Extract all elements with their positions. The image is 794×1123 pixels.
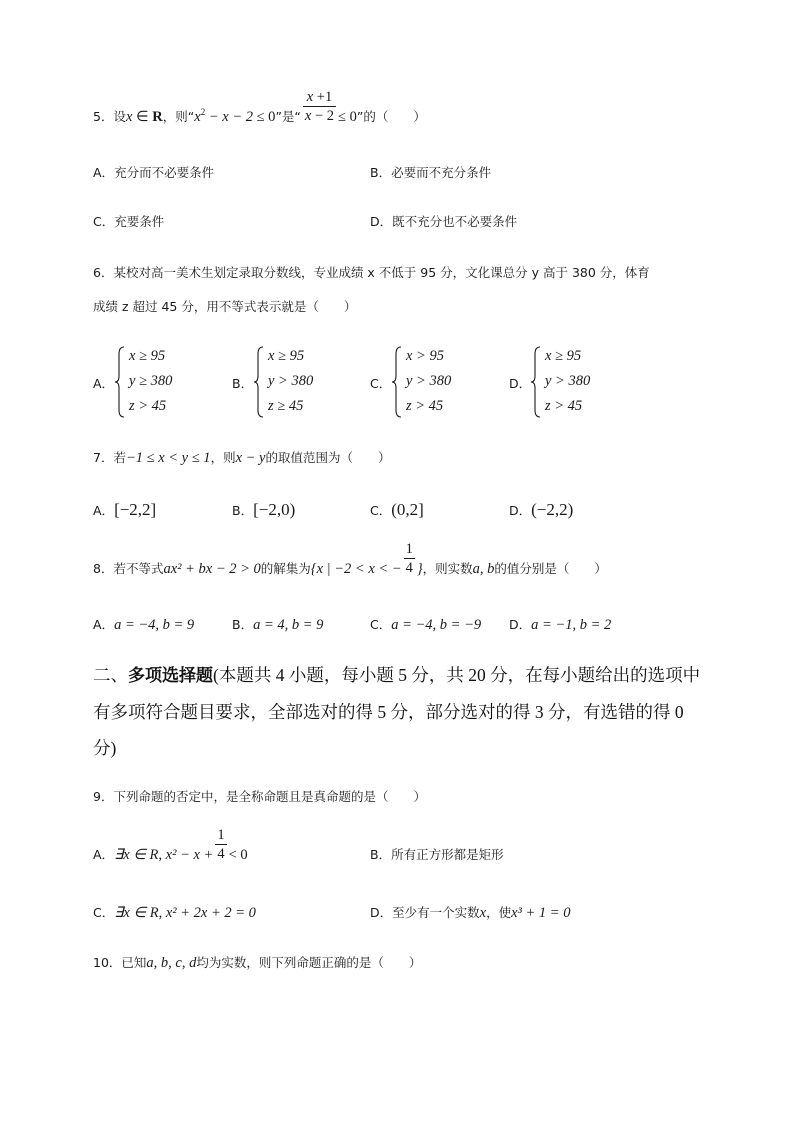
question-number: 5． [93, 109, 114, 124]
option-b[interactable]: B．所有正方形都是矩形 [370, 847, 504, 862]
option-a[interactable]: A．[−2,2] [93, 500, 157, 519]
math-expr: ax² + bx − 2 > 0 [163, 561, 261, 577]
option-c[interactable]: C．∃x ∈ R, x² + 2x + 2 = 0 [93, 905, 256, 921]
option-label: A． [93, 376, 115, 391]
option-label: C． [370, 376, 392, 391]
inequality-row: z > 45 [545, 398, 583, 414]
question-5-stem [93, 88, 426, 125]
math-expr: x − y [235, 450, 266, 466]
option-a[interactable]: A．a = −4, b = 9 [93, 617, 195, 633]
section-number: 二、 [93, 665, 128, 685]
option-d[interactable]: D．(−2,2) [509, 500, 574, 519]
math-expr: ∃x ∈ R, x² − x + [114, 847, 214, 863]
left-brace-icon [392, 346, 402, 418]
inequality-row: y ≥ 380 [129, 373, 173, 389]
option-a[interactable]: A．∃x ∈ R, x² − x + $\frac{1}{4}$ < 0 [93, 826, 248, 863]
stem-text: ”的（ ） [356, 109, 426, 124]
fraction: $\frac{1}{4}$ [405, 540, 413, 576]
left-brace-icon [531, 346, 541, 418]
left-brace-icon [254, 346, 264, 418]
math-expr: ≤ 0 [338, 109, 357, 125]
section-description: (本题共 4 小题，每小题 5 分，共 20 分，在每小题给出的选项中有多项符合题目要求，全部选对的得 5 分，部分选对的得 3 分，有选错的得 0 分) [93, 665, 701, 758]
option-b[interactable]: B．a = 4, b = 9 [232, 617, 324, 633]
question-6-stem-line-1: 6．某校对高一美术生划定录取分数线，专业成绩 x 不低于 95 分，文化课总分 y 高于 380 分，体育 [93, 265, 650, 280]
stem-text: 设 [113, 109, 126, 124]
option-label: D． [509, 376, 532, 391]
question-6-stem-line-2: 成绩 z 超过 45 分，用不等式表示就是（ ） [93, 299, 357, 314]
question-9-stem: 9．下列命题的否定中，是全称命题且是真命题的是（ ） [93, 789, 426, 804]
inequality-row: y > 380 [406, 373, 452, 389]
fraction: $\frac{1}{4}$ [217, 826, 225, 862]
question-10-stem: 10．已知a, b, c, d均为实数，则下列命题正确的是（ ） [93, 955, 422, 971]
left-brace-icon [115, 346, 125, 418]
option-d[interactable]: D．既不充分也不必要条件 [370, 214, 518, 229]
math-expr: {x | −2 < x < − [310, 561, 402, 577]
math-expr: a, b, c, d [146, 955, 197, 971]
stem-text: ”是“ [275, 109, 301, 124]
question-8-stem: 8．若不等式ax² + bx − 2 > 0的解集为{x | −2 < x < − $\frac{1}{4}$ }，则实数a, b的值分别是（ ） [93, 540, 607, 577]
section-heading [93, 657, 708, 766]
option-b[interactable]: B．必要而不充分条件 [370, 165, 492, 180]
math-expr: $x^2 - x - 2 \le 0$ [194, 107, 276, 125]
math-expr: −1 ≤ x < y ≤ 1 [125, 450, 211, 466]
inequality-row: x ≥ 95 [545, 348, 582, 364]
inequality-row: z > 45 [406, 398, 444, 414]
math-expr: a, b [472, 561, 495, 577]
fraction: $\frac{x +1}{x - 2}$ [304, 88, 335, 124]
question-7-stem: 7．若−1 ≤ x < y ≤ 1，则x − y的取值范围为（ ） [93, 450, 391, 466]
option-c[interactable]: C．(0,2] [370, 500, 424, 519]
inequality-row: y > 380 [545, 373, 591, 389]
option-d[interactable]: D．a = −1, b = 2 [509, 617, 612, 633]
option-label: B． [232, 376, 254, 391]
inequality-row: x ≥ 95 [129, 348, 166, 364]
option-c[interactable]: C．a = −4, b = −9 [370, 617, 482, 633]
option-b[interactable]: B．[−2,0) [232, 500, 296, 519]
stem-text: ，则“ [162, 109, 195, 124]
section-title: 多项选择题 [128, 666, 213, 686]
option-d[interactable]: D．至少有一个实数x，使x³ + 1 = 0 [370, 905, 571, 921]
math-expr: R [152, 109, 163, 125]
inequality-row: x ≥ 95 [268, 348, 305, 364]
inequality-row: z > 45 [129, 398, 167, 414]
option-c[interactable]: C．充要条件 [93, 214, 165, 229]
inequality-row: y > 380 [268, 373, 314, 389]
math-expr: ∈ [132, 109, 153, 125]
inequality-row: z ≥ 45 [268, 398, 304, 414]
math-expr: x [125, 109, 133, 125]
inequality-row: x > 95 [406, 348, 444, 364]
option-a[interactable]: A．充分而不必要条件 [93, 165, 215, 180]
